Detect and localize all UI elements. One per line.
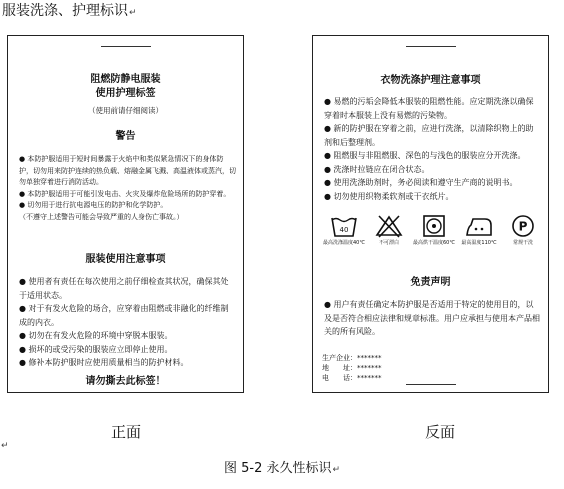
front-subtitle: （使用前请仔细阅读） — [88, 106, 163, 115]
care-caption: 不可漂白 — [378, 240, 399, 246]
dry-clean-letter: P — [518, 219, 528, 234]
care-item: ● 新的防护服在穿着之前，应进行洗涤，以清除织物上的助剂和后整理剂。 — [324, 124, 534, 147]
care-item: ● 使用洗涤助剂时，务必阅读和遵守生产商的说明书。 — [324, 178, 518, 187]
care-caption: 最高烘干温度60℃ — [413, 240, 455, 246]
disclaimer-title: 免责声明 — [410, 277, 451, 288]
warning-item: ● 本防护服适用于短时间暴露于火焰中和类似紧急情况下的身体防护，切勿用来防护连续的热负载、熔融金属飞溅、高温液体或蒸汽，切勿单独穿着进行消防活动。 — [19, 155, 236, 186]
care-title: 衣物洗涤护理注意事项 — [380, 75, 481, 86]
care-item: ● 切勿使用织物柔软剂或干衣纸片。 — [324, 191, 454, 201]
care-symbol — [501, 214, 545, 247]
usage-item: ● 修补本防护服时应使用质量相当的防护材料。 — [19, 358, 189, 367]
care-item: ● 易燃的污垢会降低本服装的阻燃性能。应定期洗涤以确保穿着时本服装上没有易燃的污染物。 — [324, 97, 534, 120]
paragraph-mark: ↵ — [1, 441, 9, 451]
warning-item: ● 切勿用于进行抗电源电压的防护和化学防护。 — [19, 201, 168, 209]
care-item: ● 洗涤时拉链应在闭合状态。 — [324, 164, 430, 174]
tumble-dry-icon — [420, 214, 448, 238]
usage-list — [19, 275, 236, 370]
phone-line: 电 话：******* — [322, 374, 382, 382]
care-item: ● 阻燃服与非阻燃服、深色的与浅色的服装应分开洗涤。 — [324, 151, 526, 160]
paragraph-mark: ↵ — [332, 465, 341, 475]
front-side-label: 正面 — [110, 423, 141, 441]
top-rule — [406, 46, 456, 47]
dry-clean-p-icon — [509, 214, 537, 238]
manufacturer-line: 生产企业：******* — [322, 354, 382, 362]
warning-list — [19, 154, 236, 223]
manufacturer-info — [322, 353, 382, 383]
care-symbol — [367, 214, 411, 247]
care-caption: 最高洗涤温度40℃ — [323, 240, 365, 246]
care-list — [324, 95, 541, 203]
figure-caption — [0, 461, 564, 478]
warning-title: 警告 — [115, 131, 136, 142]
care-symbol — [412, 214, 456, 247]
top-rule — [101, 46, 151, 47]
disclaimer-text: ● 用户有责任确定本防护服是否适用于特定的使用目的，以及是否符合相应法律和规章标准。用户应承担与使用本产品相关的所有风险。 — [324, 300, 540, 336]
warning-item: （不遵守上述警告可能会导致严重的人身伤亡事故。） — [19, 212, 184, 221]
usage-item: ● 切勿在有发火危险的环境中穿脱本服装。 — [19, 331, 173, 340]
wash-temp-value: 40 — [339, 226, 349, 234]
care-symbols-row — [322, 214, 544, 256]
figure-caption-text: 图 5-2 永久性标识 — [223, 461, 332, 476]
usage-item: ● 对于有发火危险的场合，应穿着由阻燃或非融化的纤维制成的内衣。 — [19, 304, 229, 327]
care-symbol — [322, 214, 366, 247]
label-front-card — [7, 35, 244, 393]
wash-tub-40-icon — [330, 214, 358, 238]
front-title-line1: 阻燃防静电服装 — [90, 74, 161, 85]
usage-title: 服装使用注意事项 — [85, 254, 166, 265]
care-caption: 常规干洗 — [512, 240, 533, 246]
label-back-card — [312, 35, 549, 393]
no-bleach-icon — [375, 214, 403, 238]
section-heading — [2, 2, 137, 22]
iron-icon — [464, 214, 494, 238]
bottom-rule — [406, 384, 456, 385]
usage-item: ● 使用者有责任在每次使用之前仔细检查其状况，确保其处于适用状态。 — [19, 277, 229, 300]
front-title-line2: 使用护理标签 — [95, 88, 156, 99]
address-line: 地 址：******* — [322, 364, 382, 372]
section-heading-text: 服装洗涤、护理标识 — [2, 3, 128, 19]
back-side-label: 反面 — [424, 423, 455, 441]
usage-item: ● 损坏的或受污染的服装应立即停止使用。 — [19, 344, 173, 354]
care-caption: 最高温度110℃ — [461, 240, 497, 246]
paragraph-mark: ↵ — [129, 8, 137, 18]
warning-item: ● 本防护服适用于可能引发电击、火灾及爆炸危险场所的防护穿着。 — [19, 189, 231, 198]
care-symbol — [457, 214, 501, 247]
closing-warning: 请勿撕去此标签！ — [85, 376, 166, 387]
